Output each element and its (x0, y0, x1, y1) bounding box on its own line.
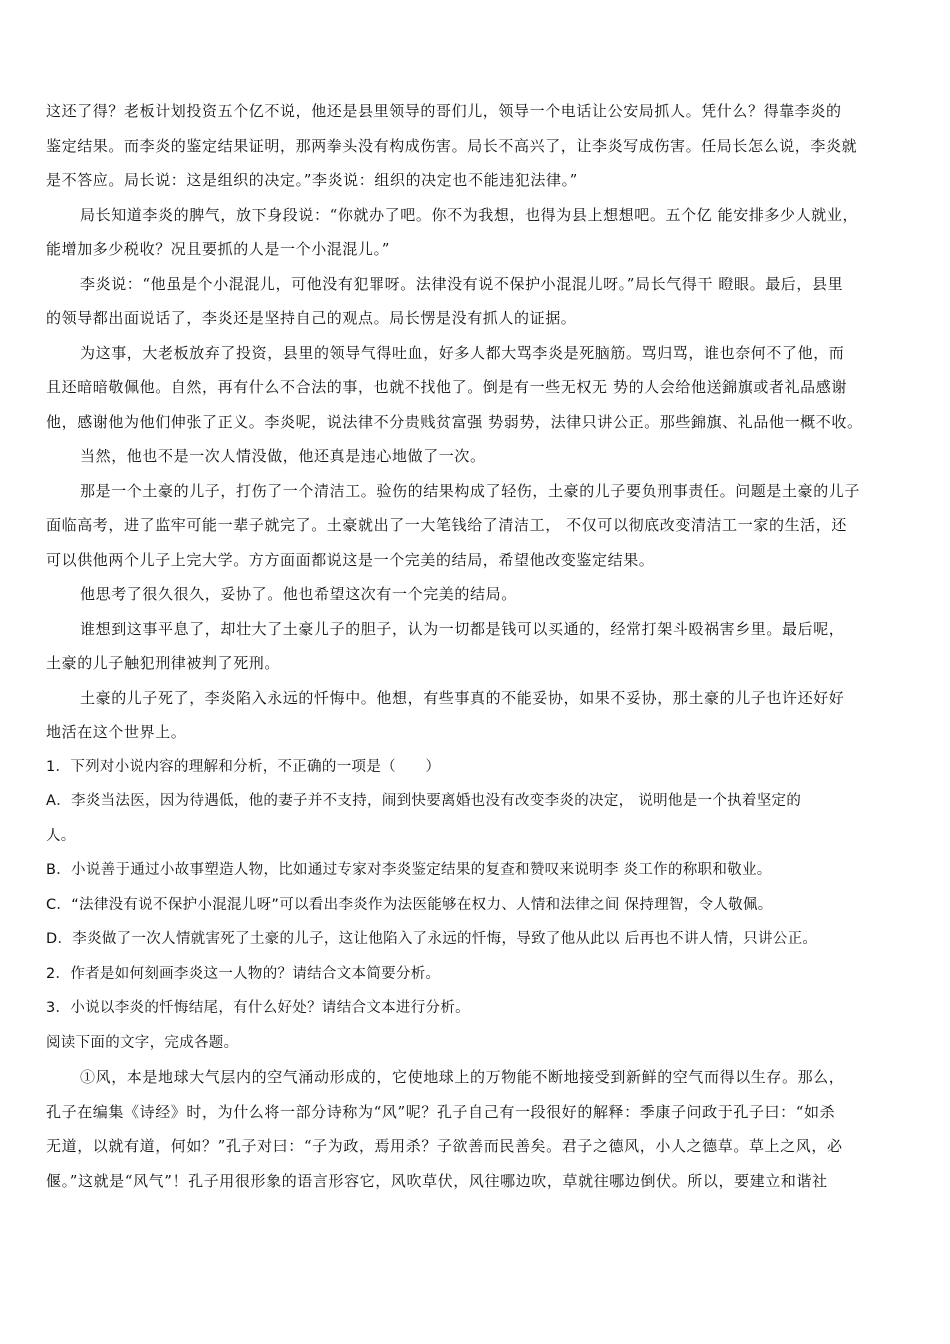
story-line: 可以供他两个儿子上完大学。方方面面都说这是一个完美的结局，希望他改变鉴定结果。 (46, 550, 655, 569)
reading-line: 无道，以就有道，何如？”孔子对曰：“子为政，焉用杀？子欲善而民善矣。君子之德风，小人之德草。草上之风，必 (46, 1137, 843, 1155)
question-2: 2．作者是如何刻画李炎这一人物的？请结合文本简要分析。 (46, 965, 441, 982)
story-line: 他，感谢他为他们伸张了正义。李炎呢，说法律不分贵贱贫富强 势弱势，法律只讲公正。那些錦旗、礼品他一概不收。 (46, 412, 863, 431)
story-line: 这还了得？老板计划投资五个亿不说，他还是县里领导的哥们儿，领导一个电话让公安局抓人。凭什么？得靠李炎的 (46, 102, 842, 120)
question-1-option-c: C．“法律没有说不保护小混混儿呀”可以看出李炎作为法医能够在权力、人情和法律之间 保持理智，令人敬佩。 (46, 896, 773, 913)
story-line: 局长知道李炎的脾气，放下身段说：“你就办了吧。你不为我想，也得为县上想想吧。五个亿 能安排多少人就业， (80, 205, 859, 224)
question-1-option-a: A．李炎当法医，因为待遇低，他的妻子并不支持，闹到快要离婚也没有改变李炎的决定， 说明他是一个执着坚定的 (46, 793, 802, 809)
story-line: 他思考了很久很久，妥协了。他也希望这次有一个完美的结局。 (80, 585, 517, 603)
story-line: 土豪的儿子死了，李炎陷入永远的忏悔中。他想，有些事真的不能妥协，如果不妥协，那土豪的儿子也许还好好 (80, 688, 845, 707)
reading-instruction: 阅读下面的文字，完成各题。 (46, 1034, 239, 1051)
question-1-option-a-cont: 人。 (46, 827, 76, 844)
story-line: 那是一个土豪的儿子，打伤了一个清洁工。验伤的结果构成了轻伤，土豪的儿子要负刑事责任。问题是土豪的儿子 (80, 481, 861, 500)
story-line: 面临高考，进了监牢可能一辈子就完了。土豪就出了一大笔钱给了清洁工， 不仅可以彻底改变清洁工一家的生活，还 (46, 516, 847, 534)
story-line: 的领导都出面说话了，李炎还是坚持自己的观点。局长愣是没有抓人的证据。 (46, 309, 577, 327)
story-line: 为这事，大老板放弃了投资，县里的领导气得吐血，好多人都大骂李炎是死脑筋。骂归骂，谁也奈何不了他，而 (80, 343, 845, 362)
story-line: 地活在这个世界上。 (46, 723, 187, 741)
story-line: 是不答应。局长说：这是组织的决定。”李炎说：组织的决定也不能违犯法律。” (46, 171, 578, 189)
reading-line: 偃。”这就是“风气”！孔子用很形象的语言形容它，风吹草伏，风往哪边吹，草就往哪边倒伏。所以，要建立和谐社 (46, 1171, 828, 1190)
story-line: 李炎说：“他虽是个小混混儿，可他没有犯罪呀。法律没有说不保护小混混儿呀。”局长气得干 瞪眼。最后，县里 (80, 274, 844, 293)
story-line: 且还暗暗敬佩他。自然，再有什么不合法的事，也就不找他了。倒是有一些无权无 势的人会给他送錦旗或者礼品感谢 (46, 378, 847, 396)
document-page (46, 94, 908, 1198)
question-3: 3．小说以李炎的忏悔结尾，有什么好处？请结合文本进行分析。 (46, 1000, 470, 1016)
story-line: 土豪的儿子触犯刑律被判了死刑。 (46, 654, 281, 672)
story-line: 鉴定结果。而李炎的鉴定结果证明，那两拳头没有构成伤害。局长不高兴了，让李炎写成伤害。任局长怎么说，李炎就 (46, 136, 858, 155)
story-line: 当然，他也不是一次人情没做，他还真是违心地做了一次。 (80, 447, 486, 465)
question-1-option-d: D．李炎做了一次人情就害死了土豪的儿子，这让他陷入了永远的忏悔，导致了他从此以 后再也不讲人情，只讲公正。 (46, 931, 818, 947)
story-line: 谁想到这事平息了，却壮大了土豪儿子的胆子，认为一切都是钱可以买通的，经常打架斗殴祸害乡里。最后呢， (80, 619, 845, 638)
story-line: 能增加多少税收？况且要抓的人是一个小混混儿。” (46, 240, 390, 258)
reading-line: ①风，本是地球大气层内的空气涌动形成的，它使地球上的万物能不断地接受到新鲜的空气而得以生存。那么， (80, 1068, 845, 1086)
question-1-stem: 1．下列对小说内容的理解和分析，不正确的一项是（ ） (46, 758, 441, 775)
reading-line: 孔子在编集《诗经》时，为什么将一部分诗称为“风”呢？孔子自己有一段很好的解释：季康子问政于孔子曰：“如杀 (46, 1102, 836, 1121)
question-1-option-b: B．小说善于通过小故事塑造人物，比如通过专家对李炎鉴定结果的复查和赞叹来说明李 炎工作的称职和敬业。 (46, 862, 772, 878)
